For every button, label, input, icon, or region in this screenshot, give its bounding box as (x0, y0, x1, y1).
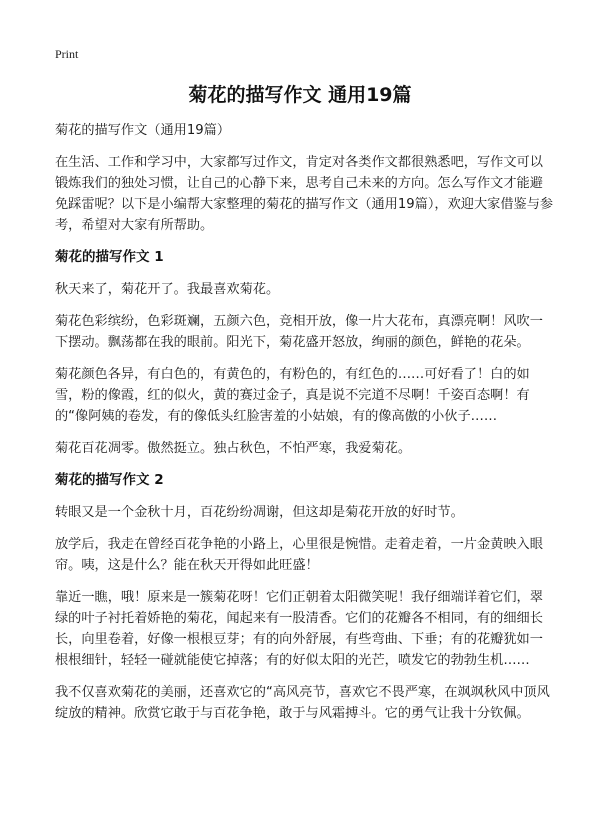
section-paragraph: 我不仅喜欢菊花的美丽，还喜欢它的“高风亮节，喜欢它不畏严寒，在飒飒秋风中顶风绽放的精神。欣赏它敢于与百花争艳，敢于与风霜搏斗。它的勇气让我十分钦佩。 (55, 685, 550, 721)
section-heading: 菊花的描写作文 2 (55, 472, 164, 488)
section-paragraph: 放学后，我走在曾经百花争艳的小路上，心里很是惋惜。走着走着，一片金黄映入眼帘。咦，这是什么？能在秋天开得如此旺盛！ (55, 537, 543, 573)
section-paragraph: 转眼又是一个金秋十月，百花纷纷凋谢，但这却是菊花开放的好时节。 (55, 505, 464, 520)
page-title: 菊花的描写作文 通用19篇 (188, 84, 412, 106)
print-link[interactable]: Print (55, 47, 79, 61)
section-paragraph: 秋天来了，菊花开了。我最喜欢菊花。 (55, 282, 280, 297)
section-paragraph: 菊花颜色各异，有白色的，有黄色的，有粉色的，有红色的……可好看了！白的如雪，粉的像霞，红的似火，黄的赛过金子，真是说不完道不尽啊！千姿百态啊！有的“像阿姨的卷发，有的像低头红脸害羞的小姑娘，有的像高傲的小伙子…… (55, 367, 530, 424)
section-paragraph: 菊花百花凋零。傲然挺立。独占秋色，不怕严寒，我爱菊花。 (55, 441, 412, 456)
article-subtitle: 菊花的描写作文（通用19篇） (55, 123, 231, 138)
section-1 (55, 247, 555, 459)
section-paragraph: 靠近一瞧，哦！原来是一簇菊花呀！它们正朝着太阳微笑呢！我仔细端详着它们，翠绿的叶子衬托着娇艳的菊花，闻起来有一股清香。它们的花瓣各不相同，有的细细长长，向里卷着，好像一根根豆芽；有的向外舒展，有些弯曲、下垂；有的花瓣犹如一根根细针，轻轻一碰就能使它掉落；有的好似太阳的光芒，喷发它的勃勃生机…… (55, 590, 543, 668)
section-2 (55, 470, 555, 724)
intro-paragraph: 在生活、工作和学习中，大家都写过作文，肯定对各类作文都很熟悉吧，写作文可以锻炼我们的独处习惯，让自己的心静下来，思考自己未来的方向。怎么写作文才能避免踩雷呢？以下是小编帮大家整理的菊花的描写作文（通用19篇），欢迎大家借鉴与参考，希望对大家有所帮助。 (55, 155, 554, 233)
section-heading: 菊花的描写作文 1 (55, 249, 164, 265)
article-body (55, 120, 555, 735)
section-paragraph: 菊花色彩缤纷，色彩斑斓，五颜六色，竞相开放，像一片大花布，真漂亮啊！风吹一下摆动。飘荡都在我的眼前。阳光下，菊花盛开怒放，绚丽的颜色，鲜艳的花朵。 (55, 314, 543, 350)
